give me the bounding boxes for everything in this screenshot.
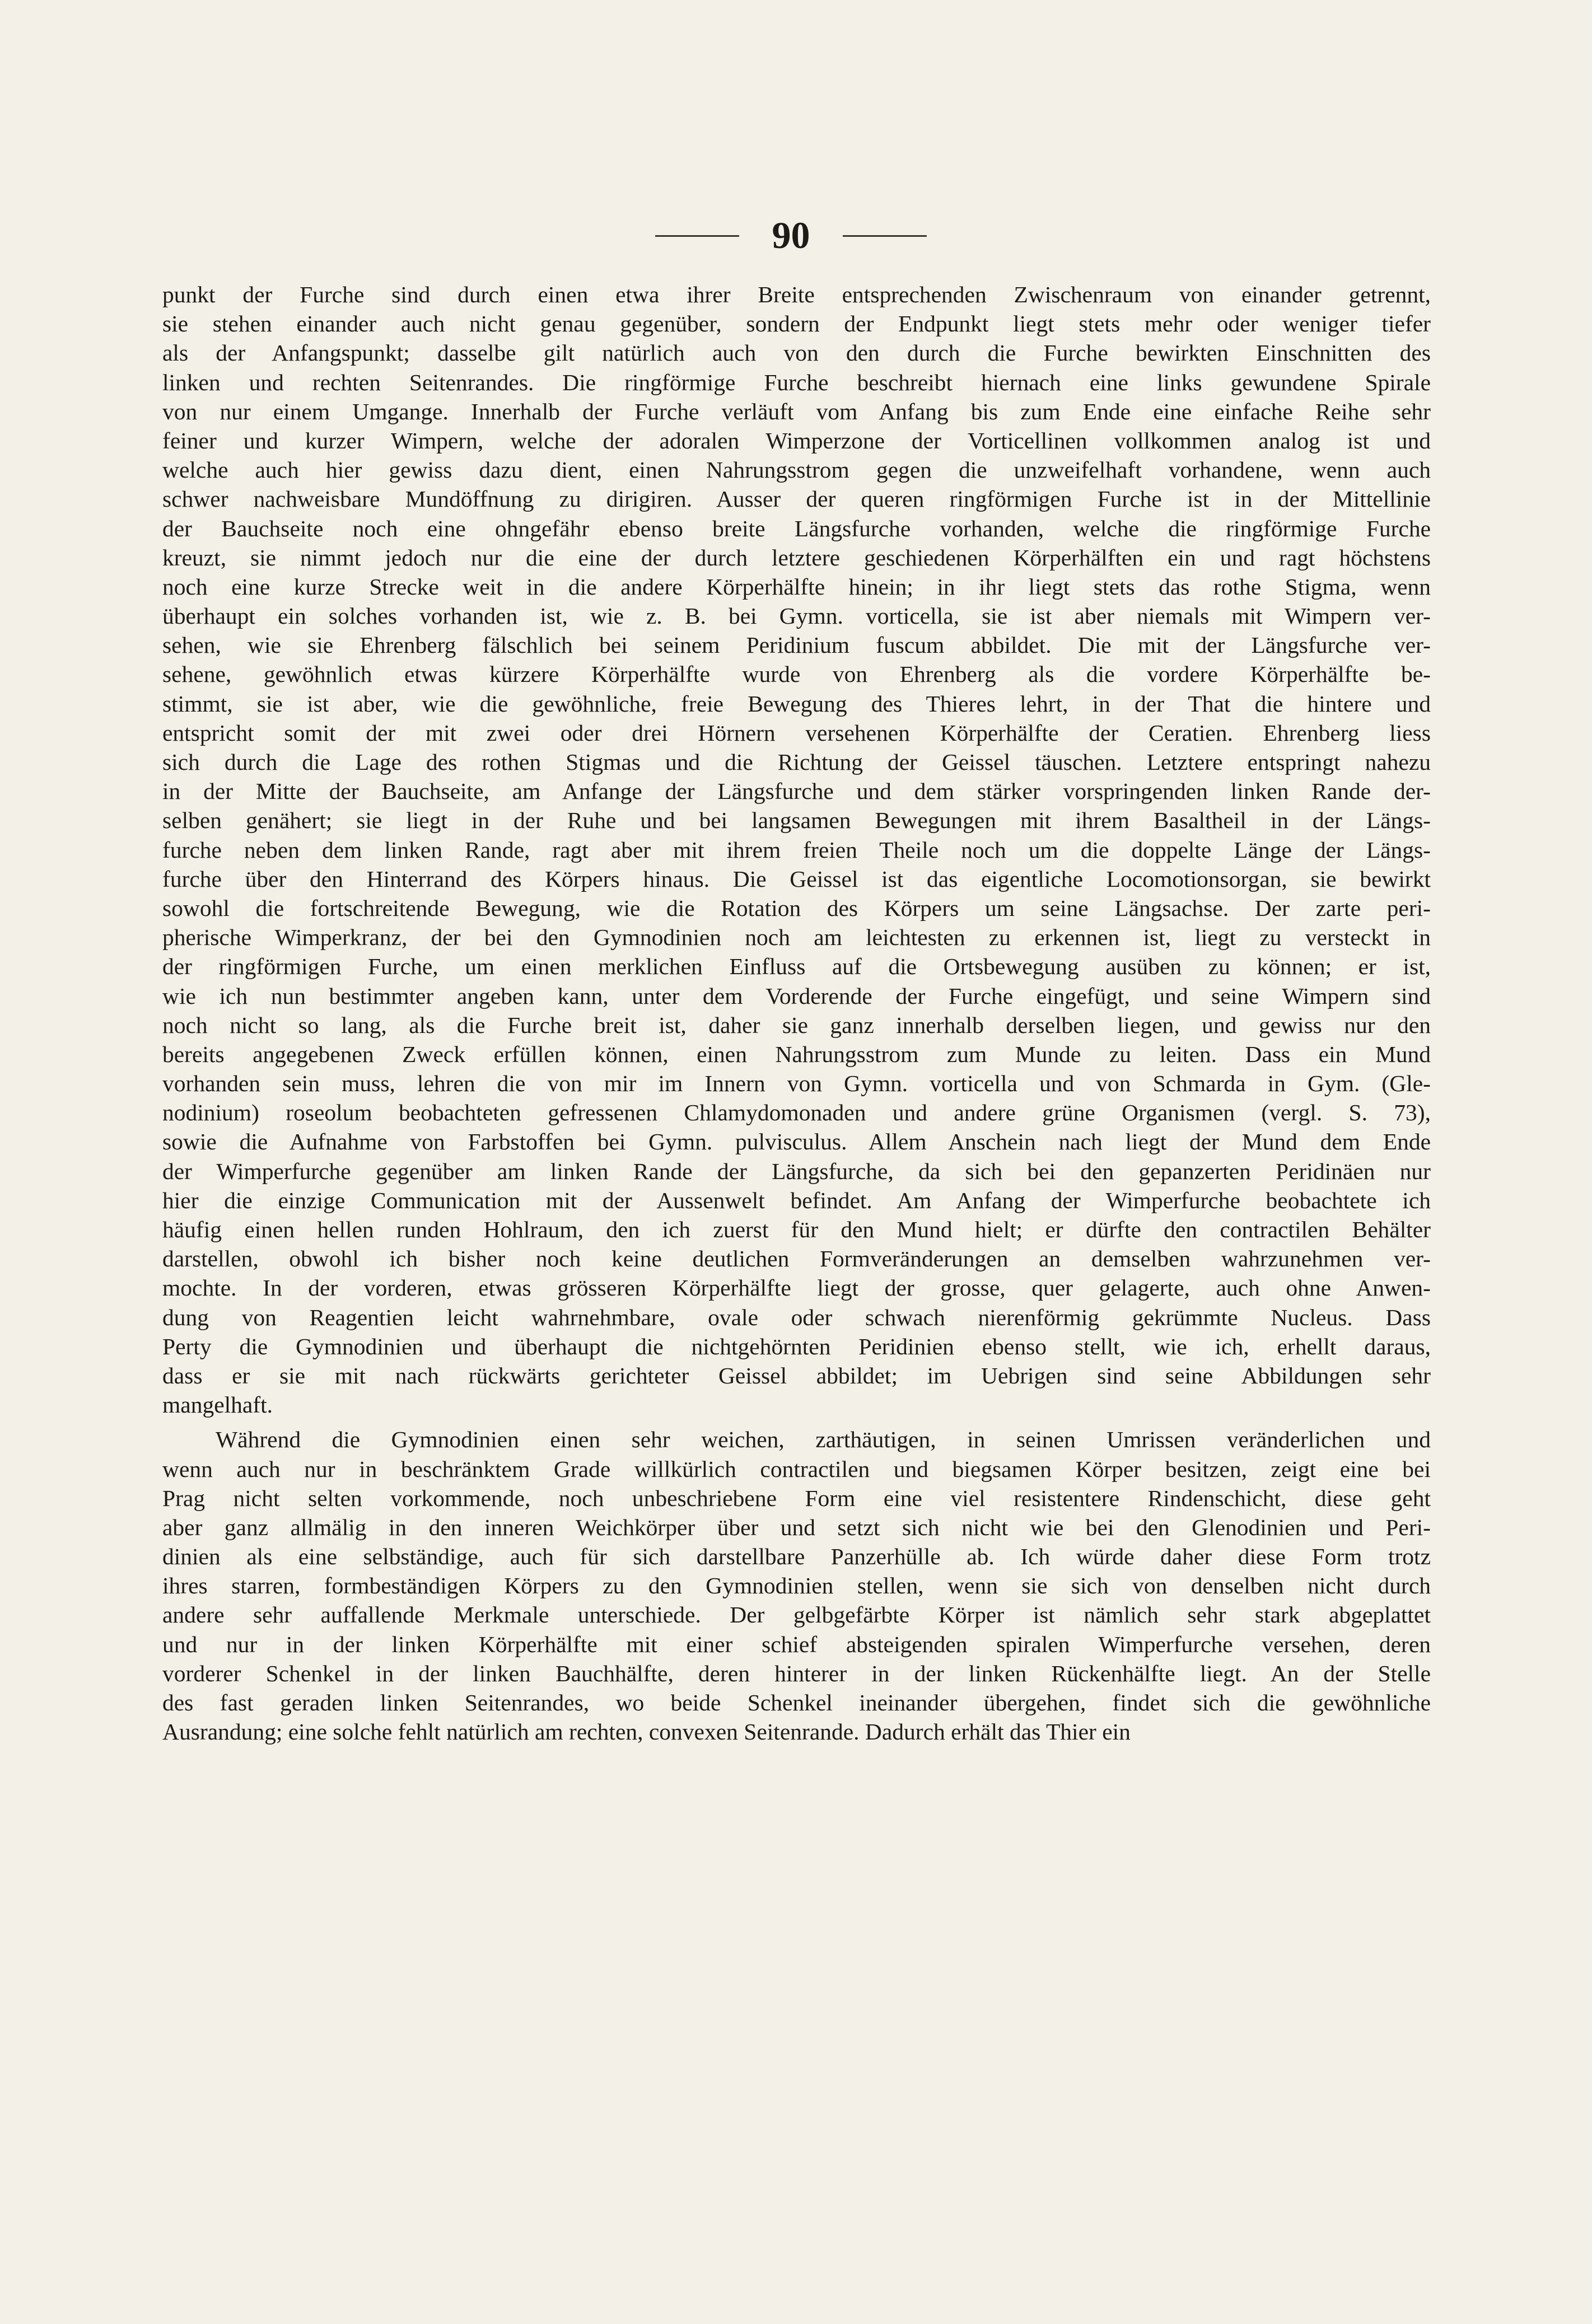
text-line: des fast geraden linken Seitenrandes, wo beide Schenkel ineinander übergehen, findet sich die gewöhnliche	[162, 1690, 1431, 1715]
text-line: pherische Wimperkranz, der bei den Gymnodinien noch am leichtesten zu erkennen ist, liegt zu versteckt in	[162, 924, 1431, 951]
text-line: welche auch hier gewiss dazu dient, einen Nahrungsstrom gegen die unzweifelhaft vorhandene, wenn auch	[162, 457, 1431, 483]
text-line: häufig einen hellen runden Hohlraum, den ich zuerst für den Mund hielt; er dürfte den contractilen Behälter	[162, 1217, 1431, 1242]
text-line: noch eine kurze Strecke weit in die andere Körperhälfte hinein; in ihr liegt stets das rothe Stigma, wenn	[162, 573, 1431, 600]
text-line: ihres starren, formbeständigen Körpers zu den Gymnodinien stellen, wenn sie sich von denselben nicht durch	[162, 1573, 1431, 1599]
text-line: sowie die Aufnahme von Farbstoffen bei Gymn. pulvisculus. Allem Anschein nach liegt der Mund dem Ende	[162, 1129, 1431, 1155]
page-header	[0, 207, 1592, 263]
paragraph	[162, 280, 1431, 1419]
text-line: furche neben dem linken Rande, ragt aber mit ihrem freien Theile noch um die doppelte Länge der Längs-	[162, 836, 1431, 863]
text-line: schwer nachweisbare Mundöffnung zu dirigiren. Ausser der queren ringförmigen Furche ist in der Mittellinie	[162, 486, 1431, 512]
text-line: hier die einzige Communication mit der Aussenwelt befindet. Am Anfang der Wimperfurche beobachtete ich	[162, 1187, 1431, 1213]
text-line: linken und rechten Seitenrandes. Die ringförmige Furche beschreibt hiernach eine links gewundene Spirale	[162, 369, 1431, 395]
text-line: selben genähert; sie liegt in der Ruhe und bei langsamen Bewegungen mit ihrem Basaltheil in der Längs-	[162, 807, 1431, 834]
text-line: sie stehen einander auch nicht genau gegenüber, sondern der Endpunkt liegt stets mehr oder weniger tiefer	[162, 311, 1431, 337]
body-text	[162, 280, 1431, 1746]
text-line: der Wimperfurche gegenüber am linken Rande der Längsfurche, da sich bei den gepanzerten Peridinäen nur	[162, 1158, 1431, 1184]
page-number: 90	[772, 214, 810, 256]
header-rule-right	[843, 235, 927, 237]
text-line: furche über den Hinterrand des Körpers hinaus. Die Geissel ist das eigentliche Locomotionsorgan, sie bewirkt	[162, 866, 1431, 892]
text-line: von nur einem Umgange. Innerhalb der Furche verläuft vom Anfang bis zum Ende eine einfache Reihe sehr	[162, 398, 1431, 424]
text-line: und nur in der linken Körperhälfte mit einer schief absteigenden spiralen Wimperfurche versehen, deren	[162, 1631, 1431, 1657]
text-line: wie ich nun bestimmter angeben kann, unter dem Vorderende der Furche eingefügt, und seine Wimpern sind	[162, 983, 1431, 1009]
text-line: dung von Reagentien leicht wahrnehmbare, ovale oder schwach nierenförmig gekrümmte Nucleus. Dass	[162, 1304, 1431, 1330]
text-line: Während die Gymnodinien einen sehr weichen, zarthäutigen, in seinen Umrissen veränderlichen und	[216, 1427, 1431, 1453]
text-line: darstellen, obwohl ich bisher noch keine deutlichen Formveränderungen an demselben wahrzunehmen ver-	[162, 1246, 1431, 1272]
text-line: vorhanden sein muss, lehren die von mir im Innern von Gymn. vorticella und von Schmarda in Gym. (Gle-	[162, 1070, 1431, 1097]
text-line: feiner und kurzer Wimpern, welche der adoralen Wimperzone der Vorticellinen vollkommen analog ist und	[162, 427, 1431, 453]
text-line: sowohl die fortschreitende Bewegung, wie die Rotation des Körpers um seine Längsachse. Der zarte peri-	[162, 895, 1431, 921]
text-line: der Bauchseite noch eine ohngefähr ebenso breite Längsfurche vorhanden, welche die ringförmige Furche	[162, 515, 1431, 541]
text-line: aber ganz allmälig in den inneren Weichkörper über und setzt sich nicht wie bei den Glenodinien und Peri-	[162, 1514, 1431, 1540]
text-line: dinien als eine selbständige, auch für sich darstellbare Panzerhülle ab. Ich würde daher diese Form trotz	[162, 1544, 1431, 1570]
text-line: wenn auch nur in beschränktem Grade willkürlich contractilen und biegsamen Körper besitzen, zeigt eine bei	[162, 1456, 1431, 1482]
text-line: Ausrandung; eine solche fehlt natürlich am rechten, convexen Seitenrande. Dadurch erhält das Thier ein	[162, 1719, 1131, 1745]
text-line: als der Anfangspunkt; dasselbe gilt natürlich auch von den durch die Furche bewirkten Einschnitten des	[162, 340, 1431, 366]
text-line: mochte. In der vorderen, etwas grösseren Körperhälfte liegt der grosse, quer gelagerte, auch ohne Anwen-	[162, 1275, 1431, 1301]
text-line: mangelhaft.	[162, 1392, 273, 1418]
paragraph	[162, 1425, 1431, 1746]
text-line: überhaupt ein solches vorhanden ist, wie z. B. bei Gymn. vorticella, sie ist aber niemals mit Wimpern ver-	[162, 603, 1431, 629]
text-line: dass er sie mit nach rückwärts gerichteter Geissel abbildet; im Uebrigen sind seine Abbildungen sehr	[162, 1362, 1431, 1388]
text-line: punkt der Furche sind durch einen etwa ihrer Breite entsprechenden Zwischenraum von einander getrennt,	[162, 282, 1431, 307]
header-rule-left	[655, 235, 739, 237]
text-line: andere sehr auffallende Merkmale unterschiede. Der gelbgefärbte Körper ist nämlich sehr stark abgeplattet	[162, 1602, 1431, 1628]
text-line: sehen, wie sie Ehrenberg fälschlich bei seinem Peridinium fuscum abbildet. Die mit der Längsfurche ver-	[162, 632, 1431, 658]
text-line: Prag nicht selten vorkommende, noch unbeschriebene Form eine viel resistentere Rindenschicht, diese geht	[162, 1485, 1431, 1511]
text-line: stimmt, sie ist aber, wie die gewöhnliche, freie Bewegung des Thieres lehrt, in der That die hintere und	[162, 690, 1431, 717]
text-line: noch nicht so lang, als die Furche breit ist, daher sie ganz innerhalb derselben liegen, und gewiss nur den	[162, 1012, 1431, 1038]
text-line: in der Mitte der Bauchseite, am Anfange der Längsfurche und dem stärker vorspringenden linken Rande der-	[162, 778, 1431, 805]
text-line: vorderer Schenkel in der linken Bauchhälfte, deren hinterer in der linken Rückenhälfte liegt. An der Stelle	[162, 1660, 1431, 1686]
text-line: sich durch die Lage des rothen Stigmas und die Richtung der Geissel täuschen. Letztere entspringt nahezu	[162, 749, 1431, 775]
text-line: entspricht somit der mit zwei oder drei Hörnern versehenen Körperhälfte der Ceratien. Ehrenberg liess	[162, 719, 1431, 746]
text-line: der ringförmigen Furche, um einen merklichen Einfluss auf die Ortsbewegung ausüben zu können; er ist,	[162, 953, 1431, 980]
text-line: sehene, gewöhnlich etwas kürzere Körperhälfte wurde von Ehrenberg als die vordere Körperhälfte be-	[162, 661, 1431, 688]
text-line: Perty die Gymnodinien und überhaupt die nichtgehörnten Peridinien ebenso stellt, wie ich, erhellt daraus,	[162, 1333, 1431, 1359]
text-line: kreuzt, sie nimmt jedoch nur die eine der durch letztere geschiedenen Körperhälften ein und ragt höchstens	[162, 544, 1431, 571]
text-line: nodinium) roseolum beobachteten gefressenen Chlamydomonaden und andere grüne Organismen (vergl. S. 73),	[162, 1100, 1431, 1126]
text-line: bereits angegebenen Zweck erfüllen können, einen Nahrungsstrom zum Munde zu leiten. Dass ein Mund	[162, 1041, 1431, 1067]
